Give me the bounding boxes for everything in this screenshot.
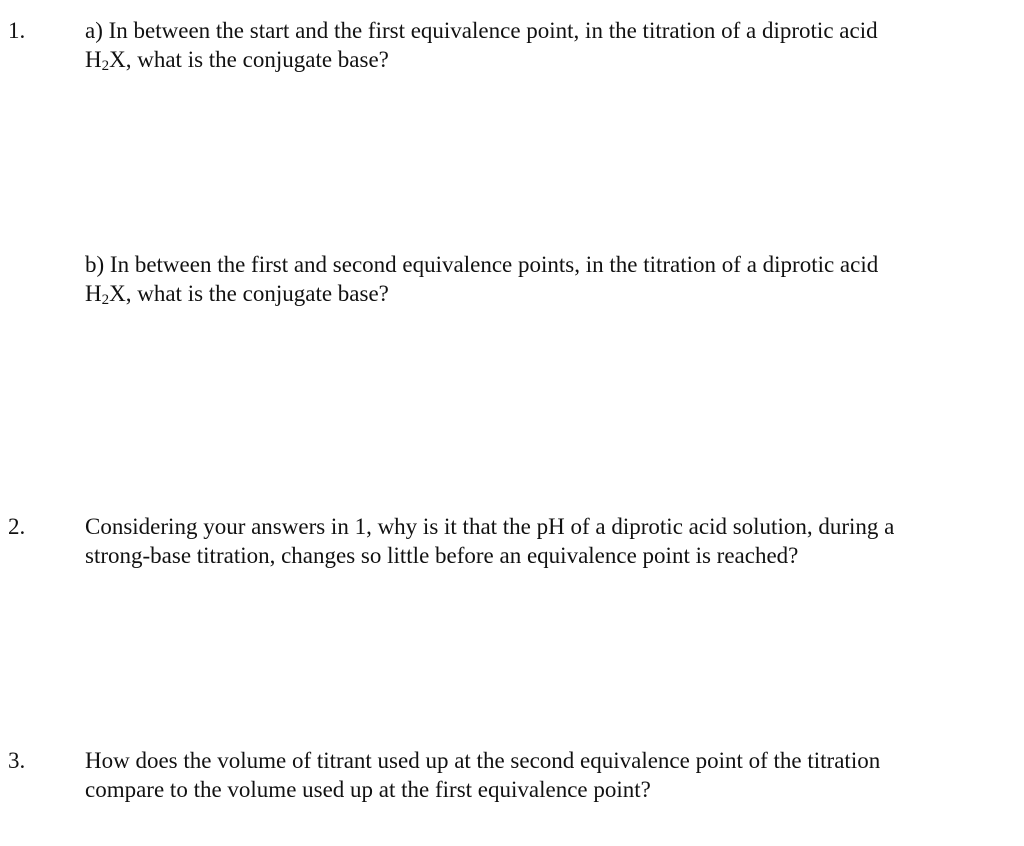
formula-subscript: 2 — [101, 292, 110, 308]
question-1b-text — [85, 250, 1005, 308]
question-1b-line-1: b) In between the first and second equivalence points, in the titration of a diprotic acid — [85, 252, 879, 277]
question-2-line-1: Considering your answers in 1, why is it that the pH of a diprotic acid solution, during a — [85, 514, 895, 539]
formula-suffix: X, what is the conjugate base? — [109, 281, 389, 306]
question-2-text — [85, 512, 1005, 570]
question-3-number: 3. — [8, 748, 26, 773]
question-1a-line-1: a) In between the start and the first equivalence point, in the titration of a diprotic acid — [85, 18, 878, 43]
question-3-text — [85, 746, 1005, 804]
formula-prefix: H — [85, 281, 102, 306]
formula-suffix: X, what is the conjugate base? — [109, 47, 389, 72]
question-1a-line-2 — [85, 45, 1005, 74]
question-1-number: 1. — [8, 18, 26, 43]
question-3-line-2: compare to the volume used up at the first equivalence point? — [85, 777, 651, 802]
formula-prefix: H — [85, 47, 102, 72]
question-2-number: 2. — [8, 514, 26, 539]
question-1a-text — [85, 16, 1005, 74]
question-1b-line-2 — [85, 279, 1005, 308]
question-2-line-2: strong-base titration, changes so little before an equivalence point is reached? — [85, 543, 799, 568]
formula-subscript: 2 — [101, 58, 110, 74]
question-3-line-1: How does the volume of titrant used up at the second equivalence point of the titration — [85, 748, 881, 773]
